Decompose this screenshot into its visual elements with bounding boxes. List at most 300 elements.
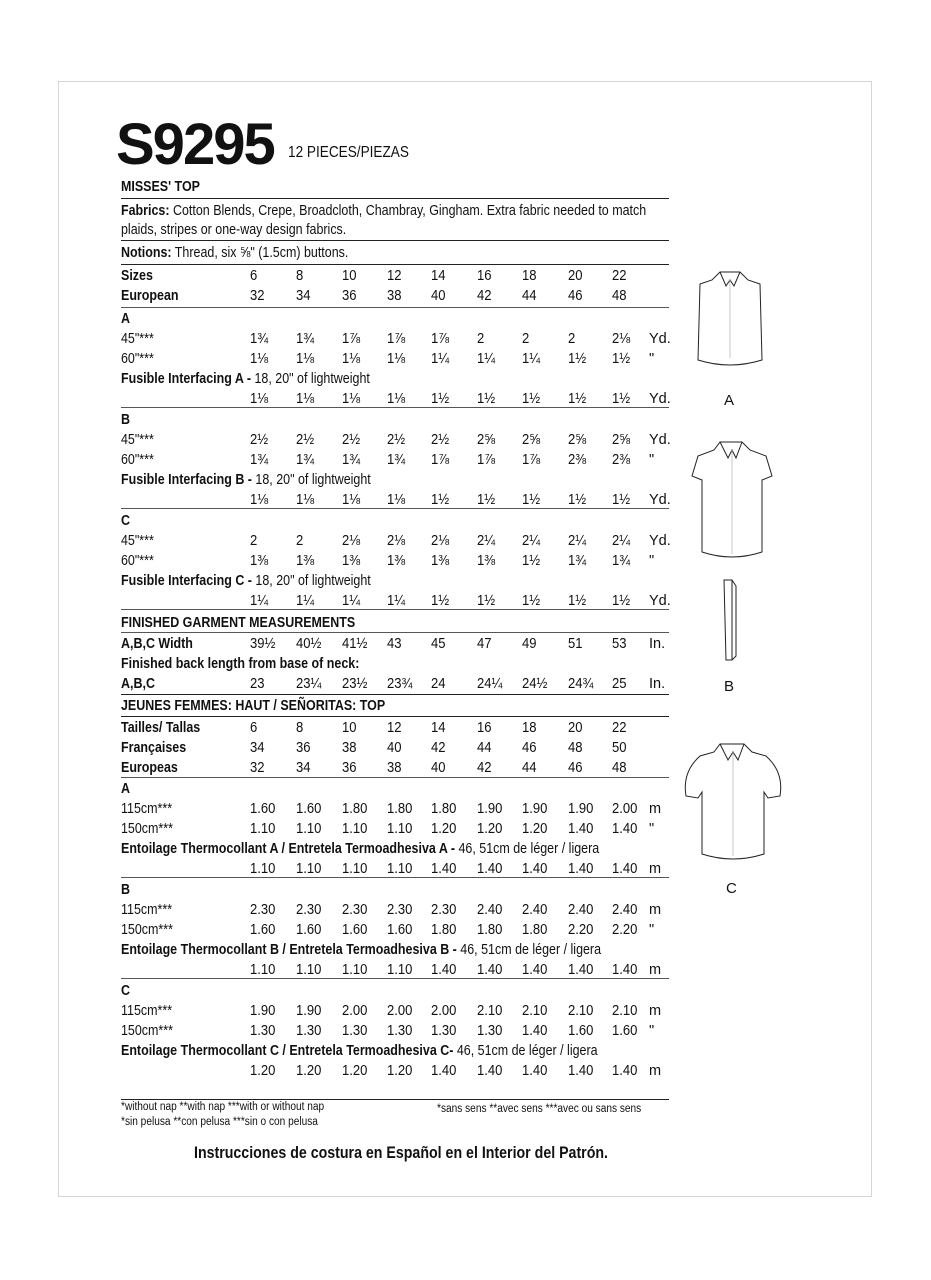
fabric-row	[121, 450, 681, 470]
row-label: 150cm***	[121, 1023, 173, 1039]
cell: 1¾	[296, 331, 315, 347]
cell: 6	[250, 268, 258, 284]
cell: 1.90	[250, 1003, 276, 1019]
cell: 1½	[477, 492, 496, 508]
cell: 1.10	[342, 861, 368, 877]
notions-row-text	[121, 243, 348, 263]
cell: 44	[522, 760, 537, 776]
row-label: European	[121, 288, 179, 304]
cell: 2.00	[342, 1003, 368, 1019]
cell: 24	[431, 676, 446, 692]
cell: 23¼	[296, 676, 322, 692]
row-label: 115cm***	[121, 1003, 173, 1019]
cell: 1¼	[250, 593, 269, 609]
cell: 1.80	[431, 801, 457, 817]
interfacing-row-text	[121, 369, 370, 389]
interfacing-row-text	[121, 470, 371, 490]
cell: 46	[568, 760, 583, 776]
cell: 2.00	[431, 1003, 457, 1019]
cell: 1.80	[477, 922, 503, 938]
row-label: A,B,C	[121, 676, 155, 692]
cell: 2.00	[387, 1003, 413, 1019]
cell: 8	[296, 268, 304, 284]
cell: 1.40	[477, 861, 503, 877]
cell: 44	[477, 740, 492, 756]
cell: 10	[342, 268, 357, 284]
cell: 1.40	[431, 861, 457, 877]
divider	[121, 777, 669, 778]
english-title	[121, 177, 681, 197]
fabric-row	[121, 329, 681, 349]
interfacing-row-bold: Fusible Interfacing A -	[121, 371, 252, 387]
spanish-instructions-note: Instrucciones de costura en Español en el Interior del Patrón.	[194, 1144, 608, 1162]
divider	[121, 1099, 669, 1100]
view-a-label: A	[724, 392, 735, 409]
unit: "	[649, 821, 655, 837]
view-a-illustration	[690, 268, 770, 386]
cell: 1⅞	[477, 452, 496, 468]
cell: 1.60	[342, 922, 368, 938]
french-spanish-title	[121, 696, 681, 716]
unit: m	[649, 902, 662, 918]
interfacing-row-detail: 18, 20" of lightweight	[251, 472, 371, 488]
interfacing-row-text	[121, 839, 599, 859]
cell: 2	[296, 533, 304, 549]
fabric-row	[121, 430, 681, 450]
cell: 41½	[342, 636, 368, 652]
cell: 2.30	[342, 902, 368, 918]
cell: 1.10	[387, 821, 413, 837]
cell: 1½	[612, 351, 631, 367]
cell: 10	[342, 720, 357, 736]
cell: 1¼	[522, 351, 541, 367]
cell: 1⅛	[342, 492, 361, 508]
view-heading	[121, 511, 681, 531]
cell: 1.10	[342, 962, 368, 978]
piece-count: 12 PIECES/PIEZAS	[288, 144, 409, 161]
cell: 40	[387, 740, 402, 756]
cell: 1.60	[612, 1023, 638, 1039]
cell: 2.10	[612, 1003, 638, 1019]
cell: 1.40	[477, 962, 503, 978]
row-label: 115cm***	[121, 801, 173, 817]
divider	[121, 694, 669, 695]
cell: 18	[522, 720, 537, 736]
cell: 12	[387, 268, 402, 284]
cell: 1.10	[296, 962, 322, 978]
cell: 23	[250, 676, 265, 692]
fabric-row	[121, 349, 681, 369]
cell: 50	[612, 740, 627, 756]
cell: 39½	[250, 636, 276, 652]
cell: 1.30	[296, 1023, 322, 1039]
cell: 1.20	[477, 821, 503, 837]
cell: 1.40	[612, 1063, 638, 1079]
cell: 2½	[387, 432, 406, 448]
cell: 1⅛	[296, 351, 315, 367]
cell: 1.80	[387, 801, 413, 817]
unit: Yd.	[649, 533, 671, 549]
row-label: 115cm***	[121, 902, 173, 918]
cell: 1½	[477, 391, 496, 407]
unit: In.	[649, 636, 666, 652]
row-label: Europeas	[121, 760, 178, 776]
cell: 2.00	[612, 801, 638, 817]
view-heading	[121, 880, 681, 900]
view-heading-text: A	[121, 311, 131, 327]
tailles-row	[121, 718, 681, 738]
interfacing-row-text	[121, 571, 371, 591]
row-label: A,B,C Width	[121, 636, 193, 652]
fabric-row	[121, 819, 681, 839]
interfacing-row-detail: 18, 20" of lightweight	[251, 573, 371, 589]
row-label: 45"***	[121, 331, 154, 347]
cell: 1⅜	[250, 553, 269, 569]
cell: 1.60	[296, 801, 322, 817]
view-c-illustration	[680, 740, 786, 864]
cell: 42	[431, 740, 446, 756]
cell: 1.40	[568, 821, 594, 837]
interfacing-row	[121, 470, 681, 490]
divider	[121, 407, 669, 408]
cell: 2.30	[296, 902, 322, 918]
cell: 16	[477, 268, 492, 284]
cell: 1.10	[296, 861, 322, 877]
cell: 43	[387, 636, 402, 652]
cell: 40	[431, 288, 446, 304]
row-label: Françaises	[121, 740, 187, 756]
cell: 32	[250, 288, 265, 304]
divider	[121, 198, 669, 199]
cell: 1½	[477, 593, 496, 609]
cell: 16	[477, 720, 492, 736]
cell: 2.40	[522, 902, 548, 918]
interfacing-row	[121, 1041, 681, 1061]
unit: "	[649, 1023, 655, 1039]
cell: 1.60	[568, 1023, 594, 1039]
cell: 1⅛	[296, 391, 315, 407]
cell: 1.40	[612, 821, 638, 837]
cell: 1⅛	[250, 492, 269, 508]
interfacing-row-detail: 46, 51cm de léger / ligera	[453, 1043, 598, 1059]
interfacing-row	[121, 940, 681, 960]
cell: 14	[431, 268, 446, 284]
cell: 1½	[568, 351, 587, 367]
cell: 1.40	[522, 1023, 548, 1039]
cell: 40	[431, 760, 446, 776]
english-title-text: MISSES' TOP	[121, 179, 200, 195]
cell: 1⅛	[342, 351, 361, 367]
cell: 1⅞	[522, 452, 541, 468]
cell: 1.60	[296, 922, 322, 938]
cell: 1¼	[477, 351, 496, 367]
divider	[121, 978, 669, 979]
row-label: 150cm***	[121, 922, 173, 938]
cell: 1.30	[431, 1023, 457, 1039]
row-label: 60"***	[121, 452, 154, 468]
fabric-row	[121, 1001, 681, 1021]
cell: 1.40	[522, 962, 548, 978]
fabric-row	[121, 920, 681, 940]
cell: 2⅝	[568, 432, 587, 448]
unit: "	[649, 351, 655, 367]
pattern-number: S9295	[116, 112, 274, 177]
view-heading-text: B	[121, 882, 131, 898]
divider	[121, 307, 669, 308]
footnote-english: *without nap **with nap ***with or without nap	[121, 1101, 325, 1113]
cell: 1.30	[477, 1023, 503, 1039]
view-c-label: C	[726, 880, 737, 897]
unit: m	[649, 861, 662, 877]
cell: 1¾	[387, 452, 406, 468]
cell: 1¼	[296, 593, 315, 609]
cell: 1½	[522, 391, 541, 407]
cell: 1.10	[342, 821, 368, 837]
cell: 1.40	[568, 861, 594, 877]
cell: 20	[568, 268, 583, 284]
cell: 1.60	[387, 922, 413, 938]
cell: 1⅛	[250, 391, 269, 407]
view-heading	[121, 309, 681, 329]
cell: 1.20	[342, 1063, 368, 1079]
cell: 49	[522, 636, 537, 652]
cell: 2¼	[612, 533, 631, 549]
cell: 38	[342, 740, 357, 756]
cell: 2	[568, 331, 576, 347]
cell: 46	[522, 740, 537, 756]
cell: 1⅜	[342, 553, 361, 569]
cell: 22	[612, 720, 627, 736]
cell: 1½	[568, 593, 587, 609]
cell: 36	[342, 288, 357, 304]
interfacing-row-bold: Fusible Interfacing C -	[121, 573, 252, 589]
divider	[121, 240, 669, 241]
interfacing-row	[121, 369, 681, 389]
cell: 2⅜	[568, 452, 587, 468]
cell: 24¼	[477, 676, 503, 692]
unit: Yd.	[649, 331, 671, 347]
notions-row-bold: Notions:	[121, 245, 172, 261]
cell: 48	[568, 740, 583, 756]
interfacing-values-row	[121, 859, 681, 879]
cell: 1⅞	[342, 331, 361, 347]
notions-row-detail: Thread, six ⅝" (1.5cm) buttons.	[171, 245, 349, 261]
cell: 1.80	[431, 922, 457, 938]
francaises-row	[121, 738, 681, 758]
cell: 1.90	[296, 1003, 322, 1019]
cell: 1.30	[250, 1023, 276, 1039]
interfacing-values-row	[121, 960, 681, 980]
row-label: Tailles/ Tallas	[121, 720, 201, 736]
cell: 1¾	[250, 331, 269, 347]
cell: 1½	[612, 492, 631, 508]
interfacing-row-detail: 18, 20" of lightweight	[251, 371, 370, 387]
back-length-label	[121, 654, 681, 674]
cell: 2.20	[568, 922, 594, 938]
divider	[121, 609, 669, 610]
cell: 1.90	[477, 801, 503, 817]
cell: 32	[250, 760, 265, 776]
cell: 1.40	[568, 962, 594, 978]
divider	[121, 877, 669, 878]
cell: 1⅜	[296, 553, 315, 569]
cell: 25	[612, 676, 627, 692]
cell: 1.40	[522, 861, 548, 877]
view-heading	[121, 981, 681, 1001]
interfacing-values-row	[121, 490, 681, 510]
cell: 34	[250, 740, 265, 756]
fabric-row	[121, 551, 681, 571]
fabric-row	[121, 1021, 681, 1041]
cell: 1½	[431, 391, 450, 407]
divider	[121, 716, 669, 717]
interfacing-row-text	[121, 940, 601, 960]
fabrics-text: Cotton Blends, Crepe, Broadcloth, Chambray, Gingham. Extra fabric needed to match plaids, stripes or one-way design fabrics.	[121, 203, 647, 238]
cell: 2.10	[477, 1003, 503, 1019]
cell: 1⅞	[431, 452, 450, 468]
cell: 1½	[612, 391, 631, 407]
cell: 2⅛	[342, 533, 361, 549]
footnote-spanish: *sin pelusa **con pelusa ***sin o con pelusa	[121, 1116, 318, 1128]
cell: 2⅜	[612, 452, 631, 468]
cell: 2½	[250, 432, 269, 448]
cell: 2.30	[250, 902, 276, 918]
fabric-row	[121, 799, 681, 819]
cell: 2⅛	[387, 533, 406, 549]
fabrics-label: Fabrics:	[121, 203, 170, 219]
cell: 2⅛	[431, 533, 450, 549]
cell: 48	[612, 760, 627, 776]
view-heading-text: A	[121, 781, 131, 797]
cell: 51	[568, 636, 583, 652]
cell: 1.40	[431, 1063, 457, 1079]
back-length-row	[121, 674, 681, 694]
cell: 2.10	[522, 1003, 548, 1019]
divider	[121, 264, 669, 265]
fabric-row	[121, 531, 681, 551]
cell: 1⅞	[431, 331, 450, 347]
cell: 1⅛	[342, 391, 361, 407]
unit: Yd.	[649, 492, 671, 508]
row-label: 60"***	[121, 351, 154, 367]
unit: In.	[649, 676, 666, 692]
cell: 38	[387, 760, 402, 776]
cell: 1⅛	[387, 351, 406, 367]
cell: 1⅛	[387, 391, 406, 407]
cell: 1.20	[250, 1063, 276, 1079]
interfacing-row-detail: 46, 51cm de léger / ligera	[456, 942, 602, 958]
cell: 1¾	[342, 452, 361, 468]
cell: 1⅛	[250, 351, 269, 367]
interfacing-row-bold: Entoilage Thermocollant C / Entretela Termoadhesiva C-	[121, 1043, 454, 1059]
finished-measurements-title	[121, 613, 681, 633]
footnote-french: *sans sens **avec sens ***avec ou sans sens	[437, 1103, 642, 1115]
cell: 53	[612, 636, 627, 652]
unit: m	[649, 1003, 662, 1019]
cell: 1½	[431, 492, 450, 508]
unit: "	[649, 553, 655, 569]
cell: 24¾	[568, 676, 594, 692]
cell: 1.10	[387, 962, 413, 978]
cell: 1.90	[522, 801, 548, 817]
cell: 1.40	[612, 962, 638, 978]
cell: 1.30	[342, 1023, 368, 1039]
cell: 1.10	[250, 821, 276, 837]
interfacing-row-text	[121, 1041, 598, 1061]
cell: 1.60	[250, 801, 276, 817]
width-row	[121, 634, 681, 654]
cell: 1½	[431, 593, 450, 609]
cell: 2.40	[477, 902, 503, 918]
cell: 36	[296, 740, 311, 756]
cell: 40½	[296, 636, 322, 652]
cell: 2⅝	[522, 432, 541, 448]
interfacing-row	[121, 571, 681, 591]
cell: 1.10	[387, 861, 413, 877]
cell: 1¼	[342, 593, 361, 609]
cell: 1¾	[250, 452, 269, 468]
cell: 23½	[342, 676, 368, 692]
unit: Yd.	[649, 391, 671, 407]
european-sizes-row	[121, 286, 681, 306]
unit: m	[649, 1063, 662, 1079]
unit: "	[649, 452, 655, 468]
cell: 20	[568, 720, 583, 736]
cell: 12	[387, 720, 402, 736]
cell: 2.40	[612, 902, 638, 918]
cell: 22	[612, 268, 627, 284]
cell: 46	[568, 288, 583, 304]
cell: 24½	[522, 676, 548, 692]
cell: 2½	[296, 432, 315, 448]
cell: 2	[250, 533, 258, 549]
cell: 1¾	[612, 553, 631, 569]
cell: 1.10	[250, 962, 276, 978]
cell: 2.30	[387, 902, 413, 918]
interfacing-values-row	[121, 1061, 681, 1081]
view-heading-text: C	[121, 983, 131, 999]
fabrics-paragraph	[121, 202, 668, 240]
row-label: 150cm***	[121, 821, 173, 837]
cell: 2.20	[612, 922, 638, 938]
cell: 2½	[431, 432, 450, 448]
row-label: Sizes	[121, 268, 153, 284]
cell: 8	[296, 720, 304, 736]
cell: 34	[296, 288, 311, 304]
cell: 47	[477, 636, 492, 652]
cell: 42	[477, 288, 492, 304]
cell: 2.30	[431, 902, 457, 918]
interfacing-row-bold: Entoilage Thermocollant A / Entretela Termoadhesiva A -	[121, 841, 455, 857]
cell: 2¼	[568, 533, 587, 549]
cell: 1.20	[431, 821, 457, 837]
view-b-tie-illustration	[718, 576, 742, 666]
unit: "	[649, 922, 655, 938]
cell: 6	[250, 720, 258, 736]
view-heading-text: C	[121, 513, 131, 529]
cell: 2.10	[568, 1003, 594, 1019]
finished-measurements-title-text: FINISHED GARMENT MEASUREMENTS	[121, 615, 356, 631]
interfacing-values-row	[121, 389, 681, 409]
divider	[121, 632, 669, 633]
cell: 1.90	[568, 801, 594, 817]
cell: 1⅜	[387, 553, 406, 569]
cell: 1.80	[522, 922, 548, 938]
notions-row	[121, 243, 681, 263]
cell: 1.20	[387, 1063, 413, 1079]
cell: 1½	[612, 593, 631, 609]
row-label: 45"***	[121, 432, 154, 448]
